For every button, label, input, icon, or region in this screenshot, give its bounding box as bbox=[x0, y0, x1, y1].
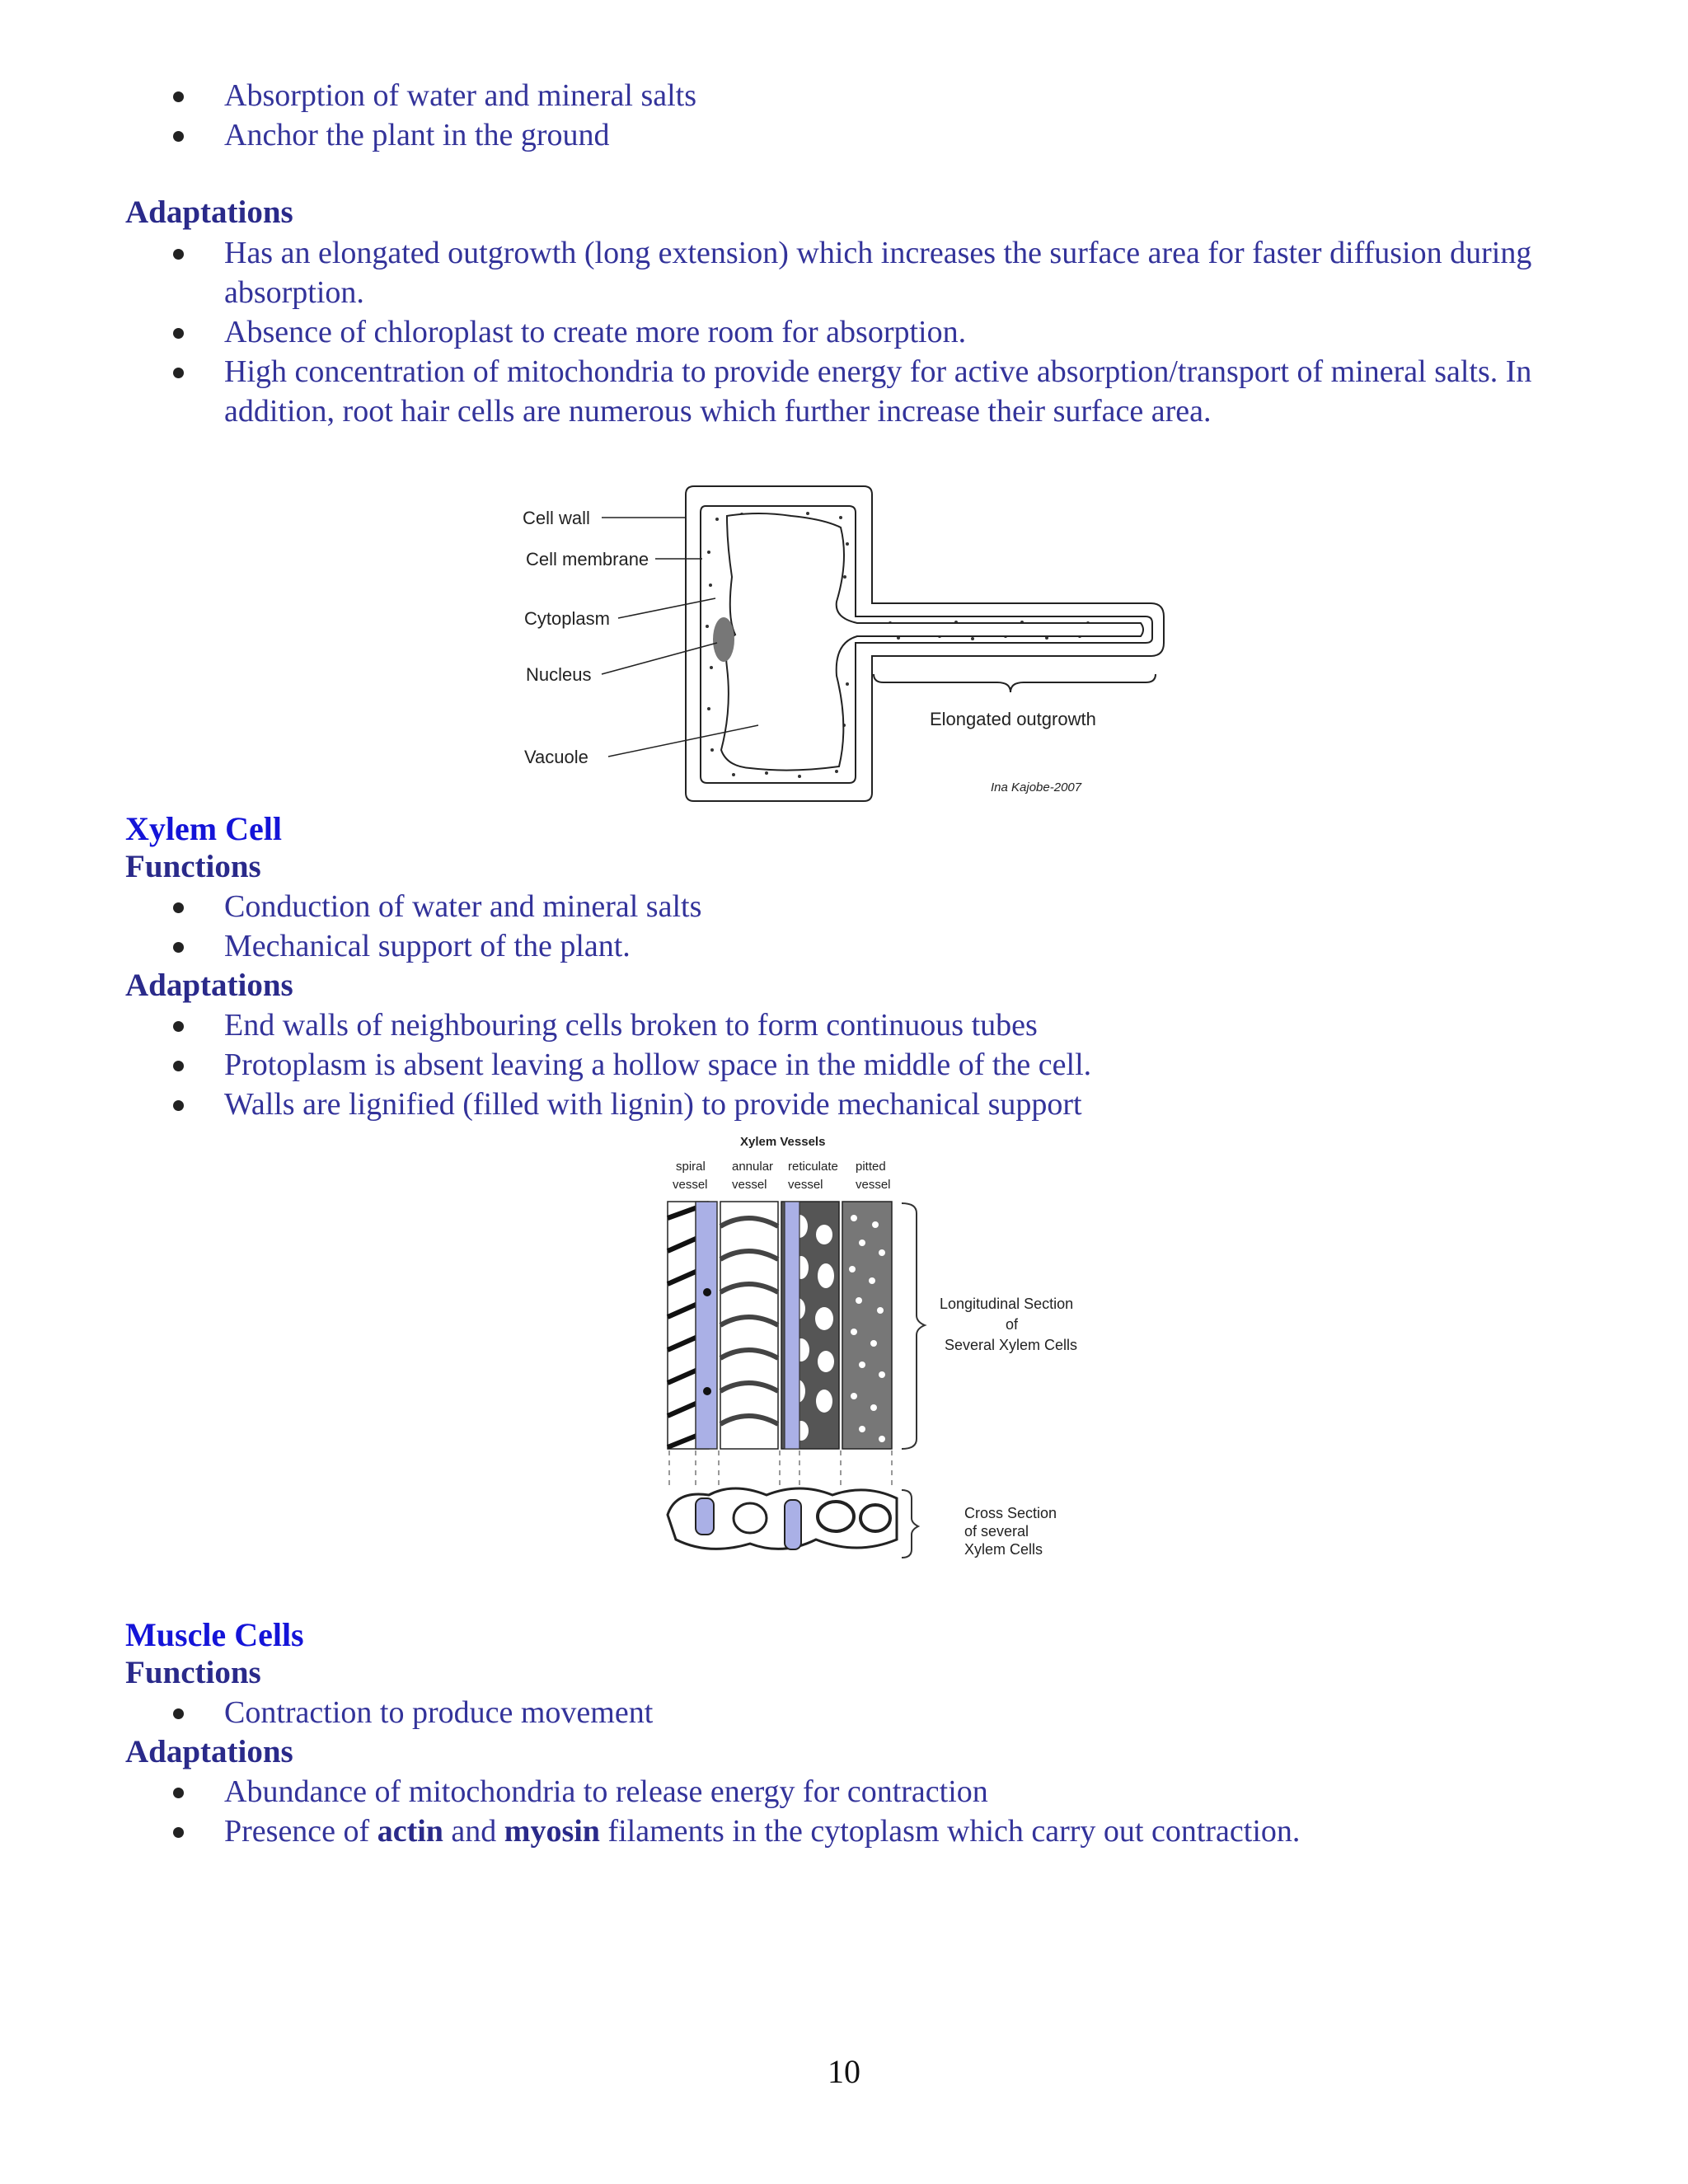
bullet-icon bbox=[173, 1061, 184, 1071]
section-guide-lines bbox=[669, 1451, 892, 1490]
list-item-text: Absence of chloroplast to create more room for absorption. bbox=[224, 315, 967, 349]
vessel-type-label: vessel bbox=[856, 1178, 891, 1192]
annular-vessel-drawing bbox=[720, 1202, 778, 1449]
vessel-type-label: reticulate bbox=[788, 1160, 838, 1174]
bullet-icon bbox=[173, 942, 184, 953]
longitudinal-label: Longitudinal Section bbox=[940, 1296, 1074, 1312]
list-item-text bbox=[224, 1814, 1300, 1849]
longitudinal-label: of bbox=[1006, 1316, 1019, 1333]
list-item-text: Walls are lignified (filled with lignin) to provide mechanical support bbox=[224, 1087, 1082, 1122]
spiral-vessel-drawing bbox=[668, 1202, 717, 1449]
bullet-icon bbox=[173, 902, 184, 913]
list-item bbox=[0, 312, 1688, 352]
muscle-functions-list bbox=[0, 1693, 727, 1732]
cross-section-drawing bbox=[668, 1488, 897, 1549]
list-item bbox=[0, 76, 771, 115]
list-item bbox=[0, 1772, 1374, 1811]
text-segment: filaments in the cytoplasm which carry out contraction. bbox=[599, 1814, 1301, 1849]
actin-term: actin bbox=[377, 1814, 443, 1849]
page-number: 10 bbox=[828, 2053, 860, 2090]
bullet-icon bbox=[173, 131, 184, 142]
muscle-functions-heading: Functions bbox=[125, 1655, 261, 1690]
longitudinal-label: Several Xylem Cells bbox=[945, 1337, 1078, 1353]
xylem-functions-list bbox=[0, 887, 776, 966]
cross-section-label: of several bbox=[964, 1523, 1029, 1540]
myosin-term: myosin bbox=[504, 1814, 600, 1849]
list-item bbox=[0, 1045, 1165, 1085]
list-item-text: Mechanical support of the plant. bbox=[224, 929, 631, 963]
cross-brace bbox=[902, 1490, 918, 1558]
root-hair-adaptations-heading: Adaptations bbox=[125, 194, 293, 230]
bullet-icon bbox=[173, 1100, 184, 1111]
list-item bbox=[0, 352, 1688, 431]
vessel-type-label: pitted bbox=[856, 1160, 886, 1174]
muscle-title: Muscle Cells bbox=[125, 1616, 304, 1653]
xylem-adaptations-heading: Adaptations bbox=[125, 968, 293, 1003]
vessel-type-label: vessel bbox=[732, 1178, 767, 1192]
muscle-adaptations-list bbox=[0, 1772, 1374, 1851]
list-item bbox=[0, 115, 771, 155]
pitted-vessel-drawing bbox=[842, 1202, 892, 1449]
list-item bbox=[0, 1811, 1374, 1851]
muscle-adaptations-heading: Adaptations bbox=[125, 1734, 293, 1769]
cross-section-label: Cross Section bbox=[964, 1505, 1057, 1521]
list-item-text: Anchor the plant in the ground bbox=[224, 118, 610, 152]
list-item-text: Has an elongated outgrowth (long extension) which increases the surface area for faster diffusion during absorption. bbox=[224, 236, 1532, 310]
vacuole-label: Vacuole bbox=[524, 747, 588, 767]
vessel-type-label: vessel bbox=[673, 1178, 708, 1192]
xylem-vessels-diagram bbox=[659, 1127, 1121, 1589]
list-item-text: Contraction to produce movement bbox=[224, 1695, 654, 1730]
list-item bbox=[0, 1005, 1165, 1045]
reticulate-vessel-drawing bbox=[781, 1202, 839, 1449]
cell-wall-label: Cell wall bbox=[523, 508, 590, 528]
xylem-diagram-title: Xylem Vessels bbox=[740, 1135, 826, 1149]
list-item-text: Absorption of water and mineral salts bbox=[224, 78, 697, 113]
bullet-icon bbox=[173, 91, 184, 102]
xylem-adaptations-list bbox=[0, 1005, 1165, 1124]
bullet-icon bbox=[173, 328, 184, 339]
list-item bbox=[0, 926, 776, 966]
root-hair-adaptations-list bbox=[0, 233, 1688, 431]
outgrowth-brace bbox=[874, 674, 1156, 692]
list-item-text: Abundance of mitochondria to release energy for contraction bbox=[224, 1774, 988, 1809]
xylem-functions-heading: Functions bbox=[125, 849, 261, 884]
nucleus-shape bbox=[713, 617, 734, 662]
cross-section-label: Xylem Cells bbox=[964, 1541, 1043, 1558]
diagram-credit: Ina Kajobe-2007 bbox=[991, 780, 1082, 794]
cell-membrane-label: Cell membrane bbox=[526, 549, 649, 569]
list-item-text: High concentration of mitochondria to provide energy for active absorption/transport of mineral salts. In addition, root hair cells are numerous which further increase their surface area. bbox=[224, 354, 1532, 429]
list-item bbox=[0, 233, 1688, 312]
vessel-type-label: vessel bbox=[788, 1178, 823, 1192]
bullet-icon bbox=[173, 1827, 184, 1838]
list-item-text: Protoplasm is absent leaving a hollow space in the middle of the cell. bbox=[224, 1047, 1092, 1082]
list-item-text: Conduction of water and mineral salts bbox=[224, 889, 702, 924]
longitudinal-brace bbox=[902, 1203, 925, 1449]
nucleus-label: Nucleus bbox=[526, 664, 592, 685]
bullet-icon bbox=[173, 249, 184, 260]
text-segment: Presence of bbox=[224, 1814, 377, 1849]
vessel-type-label: spiral bbox=[676, 1160, 706, 1174]
list-item bbox=[0, 1085, 1165, 1124]
xylem-title: Xylem Cell bbox=[125, 810, 282, 847]
bullet-icon bbox=[173, 368, 184, 378]
text-segment: and bbox=[443, 1814, 504, 1849]
list-item-text: End walls of neighbouring cells broken to form continuous tubes bbox=[224, 1008, 1038, 1043]
bullet-icon bbox=[173, 1708, 184, 1719]
root-hair-cell-diagram bbox=[511, 478, 1170, 808]
bullet-icon bbox=[173, 1021, 184, 1032]
elongated-outgrowth-label: Elongated outgrowth bbox=[930, 709, 1096, 729]
bullet-icon bbox=[173, 1788, 184, 1798]
cytoplasm-label: Cytoplasm bbox=[524, 608, 610, 629]
vessel-type-label: annular bbox=[732, 1160, 774, 1174]
root-hair-functions-list bbox=[0, 76, 771, 155]
list-item bbox=[0, 887, 776, 926]
list-item bbox=[0, 1693, 727, 1732]
